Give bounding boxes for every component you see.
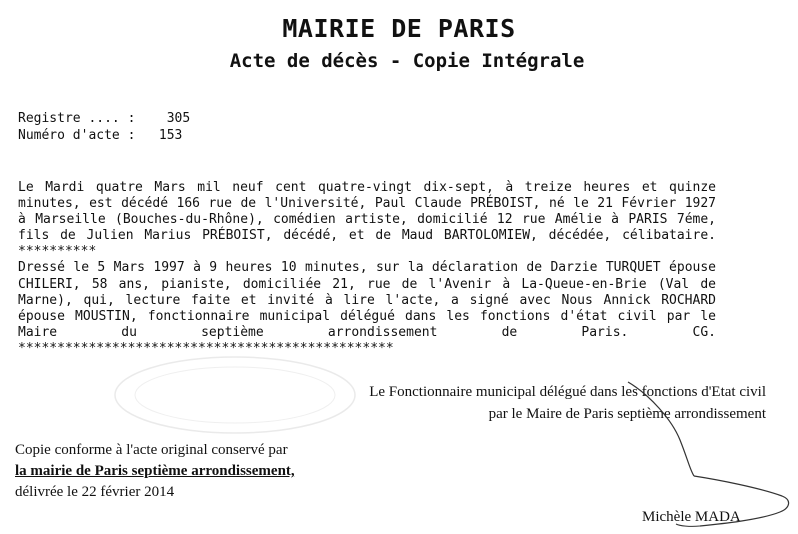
- signer-name: Michèle MADA: [642, 509, 741, 525]
- signature-title-line1: Le Fonctionnaire municipal délégué dans les fonctions d'Etat civil: [369, 384, 766, 400]
- signature-title-line2: par le Maire de Paris septième arrondissement: [488, 406, 766, 422]
- numero-acte-line: Numéro d'acte : 153: [18, 128, 183, 143]
- acte-paragraph-deces: Le Mardi quatre Mars mil neuf cent quatre-vingt dix-sept, à treize heures et quinze minutes, est décédé 166 rue de l'Université, Paul Claude PRÉBOIST, né le 21 Février 1927 à Marseille (Bouches-du-Rhône), comédien artiste, domicilié 12 rue Amélie à PARIS 7éme, fils de Julien Marius PRÉBOIST, décédé, et de Maud BARTOLOMIEW, décédée, célibataire. **********: [18, 180, 716, 260]
- page-title: MAIRIE DE PARIS: [282, 14, 516, 43]
- copie-conforme-line1: Copie conforme à l'acte original conservé par: [15, 442, 288, 458]
- acte-body: [18, 180, 716, 357]
- acte-paragraph-dresse: Dressé le 5 Mars 1997 à 9 heures 10 minutes, sur la déclaration de Darzie TURQUET épouse CHILERI, 58 ans, pianiste, domiciliée 21, rue de l'Avenir à La-Queue-en-Brie (Val de Marne), qui, lecture faite et invité à lire l'acte, a signé avec Nous Annick ROCHARD épouse MOUSTIN, fonctionnaire municipal délégué dans les fonctions d'état civil par le Maire du septième arrondissement de Paris. CG. ************************************************: [18, 260, 716, 356]
- copie-conforme-date: délivrée le 22 février 2014: [15, 484, 175, 500]
- page-subtitle: Acte de décès - Copie Intégrale: [229, 50, 585, 72]
- registre-line: Registre .... : 305: [18, 111, 191, 126]
- copie-conforme-line2: la mairie de Paris septième arrondissement,: [15, 463, 295, 479]
